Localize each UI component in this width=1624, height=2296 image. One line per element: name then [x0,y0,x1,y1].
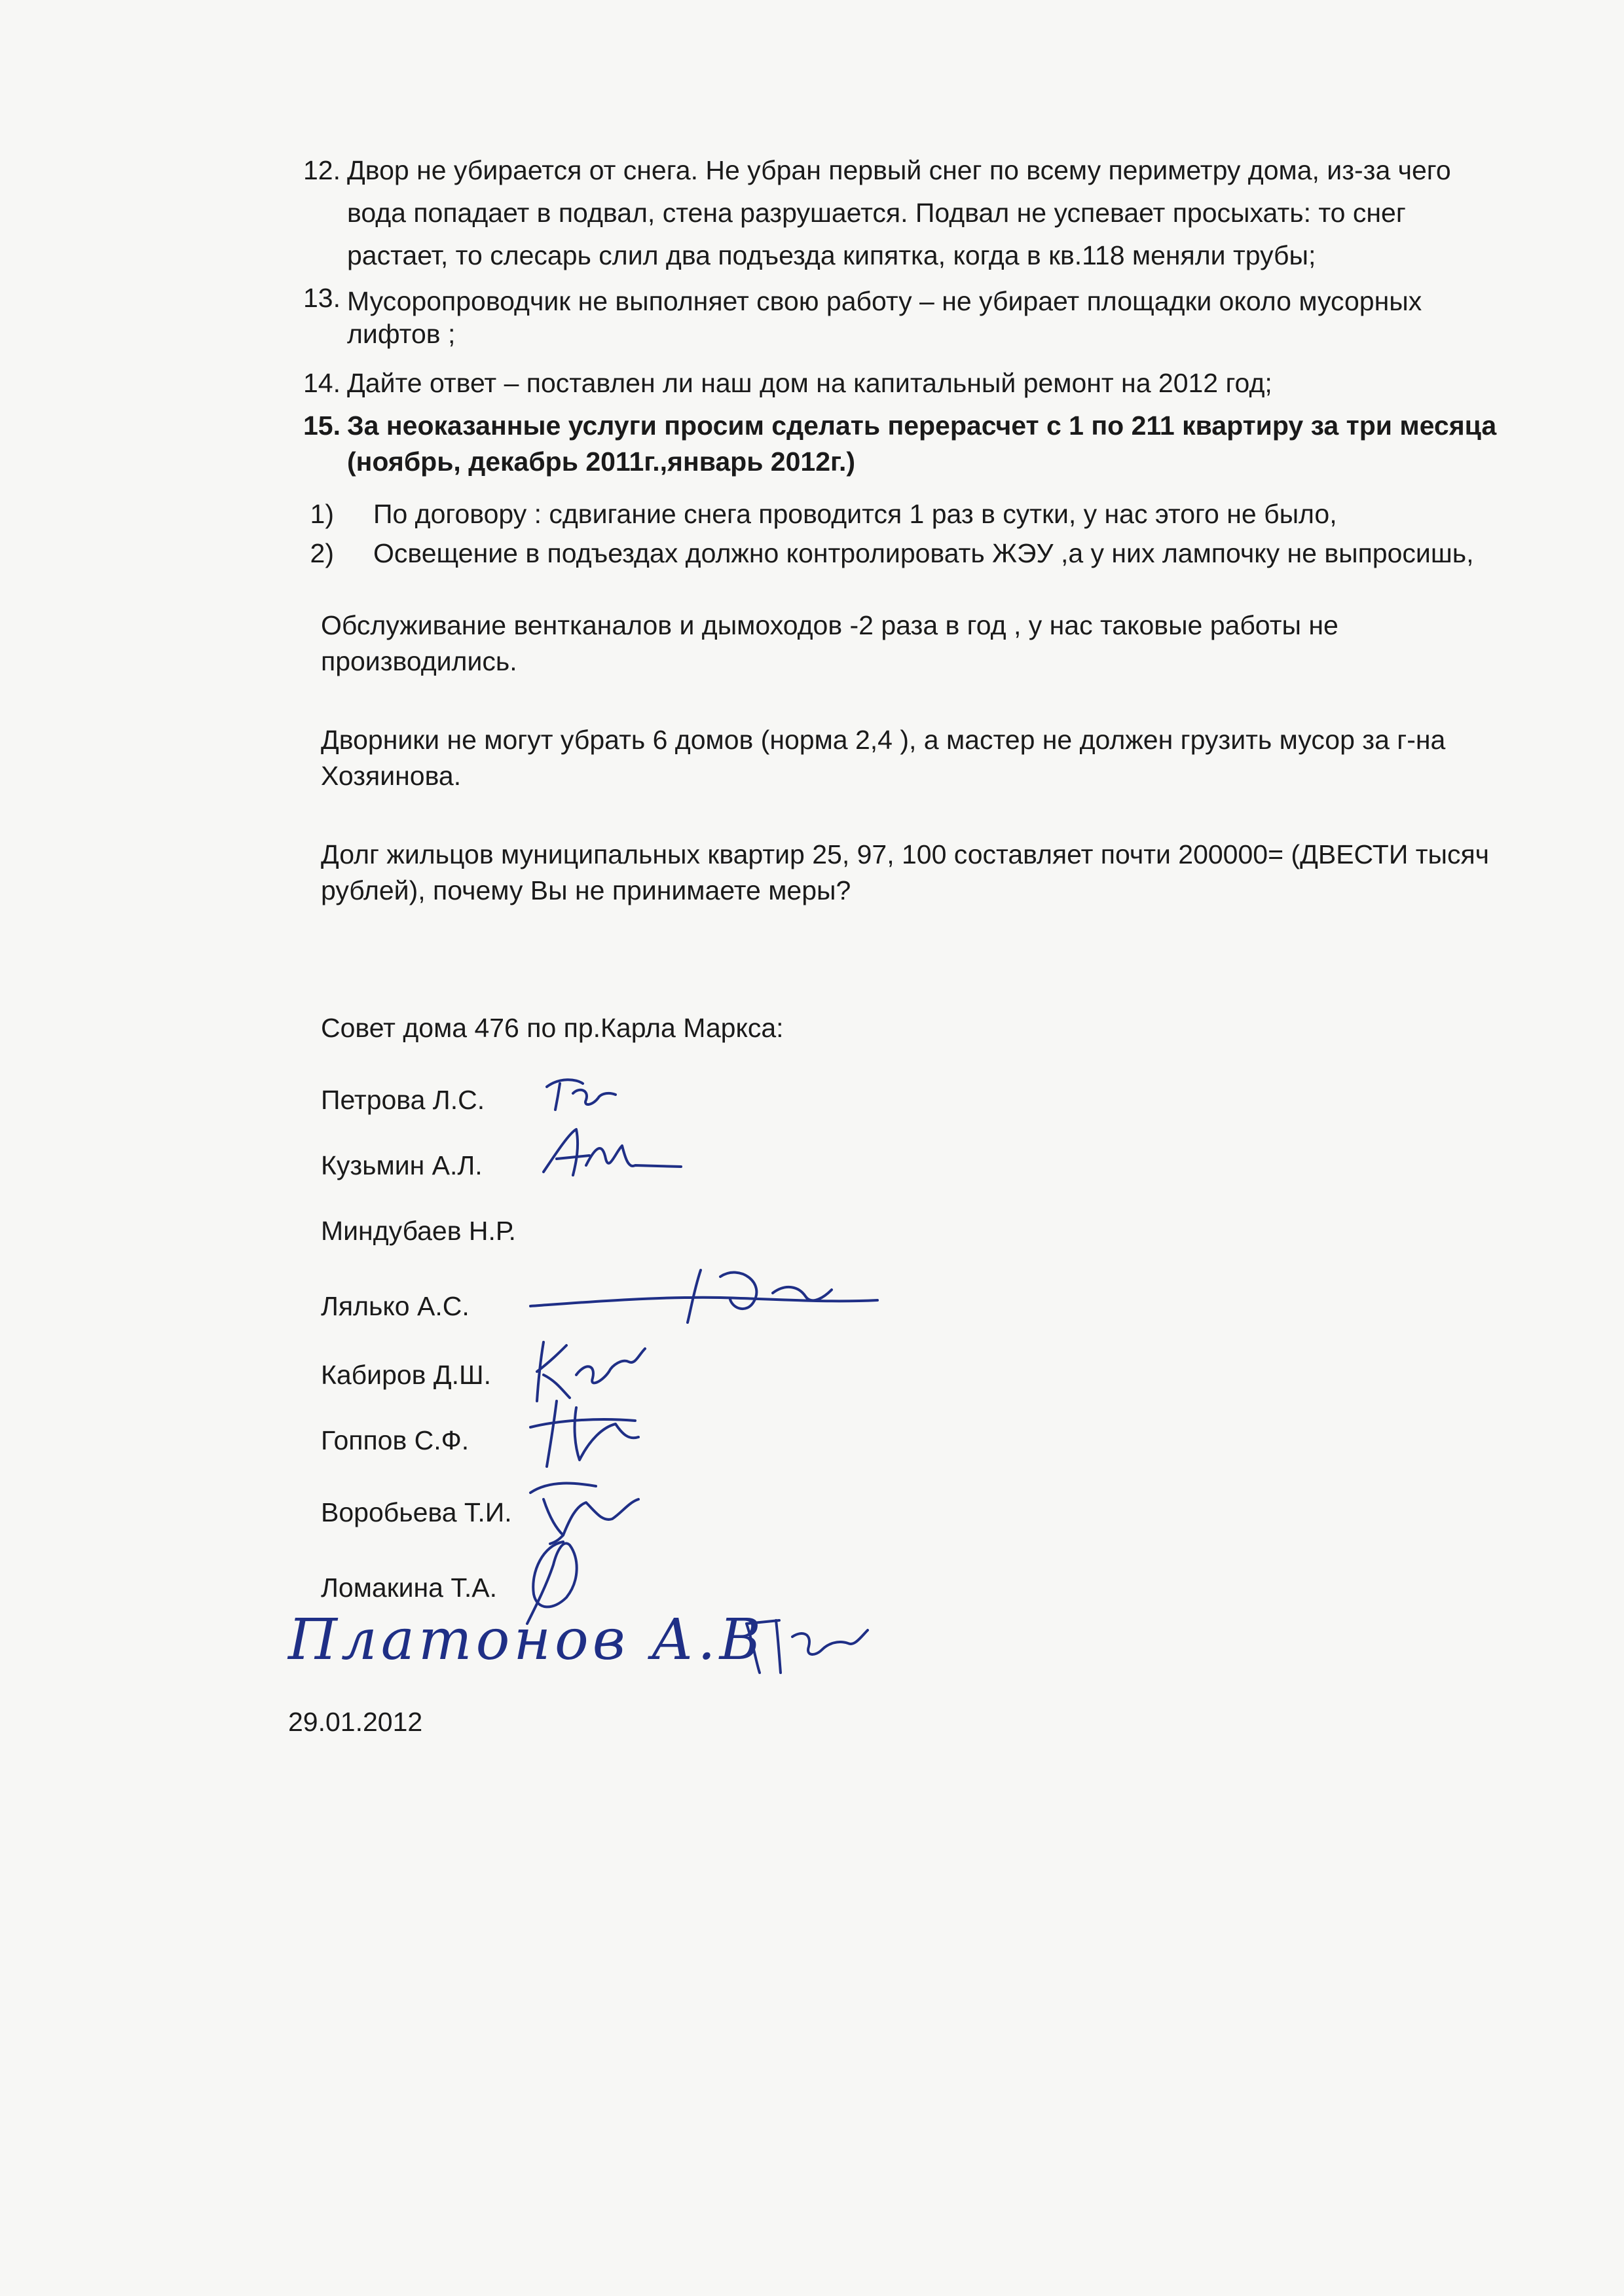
item-number: 13. [303,283,341,313]
item-text: (ноябрь, декабрь 2011г.,январь 2012г.) [347,446,856,477]
paragraph-line: Долг жильцов муниципальных квартир 25, 97, 100 составляет почти 200000= (ДВЕСТИ тысяч [321,839,1490,869]
signatory-name: Миндубаев Н.Р. [321,1216,516,1246]
document-date: 29.01.2012 [288,1707,423,1737]
signature-platonov [740,1611,871,1676]
signatory-name: Воробьева Т.И. [321,1497,512,1527]
handwritten-name-text: Платонов А.В [288,1607,765,1673]
signatory-name: Лялько А.С. [321,1291,470,1321]
item-text: Мусоропроводчик не выполняет свою работу – не убирает площадки около мусорных [347,286,1422,316]
paragraph-line: Хозяинова. [321,761,462,791]
council-title: Совет дома 476 по пр.Карла Маркса: [321,1013,784,1043]
handwritten-name [288,1607,765,1673]
paragraph-line: производились. [321,646,517,676]
item-text: За неоказанные услуги просим сделать перерасчет с 1 по 211 квартиру за три месяца [347,410,1497,441]
item-text: растает, то слесарь слил два подъезда кипятка, когда в кв.118 меняли трубы; [347,240,1316,270]
signatory-name: Кузьмин А.Л. [321,1150,483,1180]
subitem-text: Освещение в подъездах должно контролировать ЖЭУ ,а у них лампочку не выпросишь, [373,538,1474,568]
item-number: 12. [303,155,341,185]
signatory-name: Ломакина Т.А. [321,1573,498,1603]
paragraph-line: Дворники не могут убрать 6 домов (норма 2,4 ), а мастер не должен грузить мусор за г-на [321,725,1446,755]
item-number: 15. [303,410,341,441]
signature-petrova [544,1074,622,1113]
item-text: Двор не убирается от снега. Не убран первый снег по всему периметру дома, из-за чего [347,155,1451,185]
subitem-number: 1) [310,499,334,529]
signatory-name: Кабиров Д.Ш. [321,1360,491,1390]
signature-goppov [517,1388,648,1473]
item-text: лифтов ; [347,319,456,349]
item-text: Дайте ответ – поставлен ли наш дом на капитальный ремонт на 2012 год; [347,368,1272,398]
signature-lyalko [524,1257,891,1329]
signature-kuzmin [537,1126,688,1185]
item-number: 14. [303,368,341,398]
subitem-number: 2) [310,538,334,568]
paragraph-line: Обслуживание вентканалов и дымоходов -2 раза в год , у нас таковые работы не [321,610,1338,640]
subitem-text: По договору : сдвигание снега проводится 1 раз в сутки, у нас этого не было, [373,499,1337,529]
signatory-name: Гоппов С.Ф. [321,1425,470,1455]
paragraph-line: рублей), почему Вы не принимаете меры? [321,875,851,905]
signatory-name: Петрова Л.С. [321,1085,485,1115]
item-text: вода попадает в подвал, стена разрушается. Подвал не успевает просыхать: то снег [347,198,1406,228]
